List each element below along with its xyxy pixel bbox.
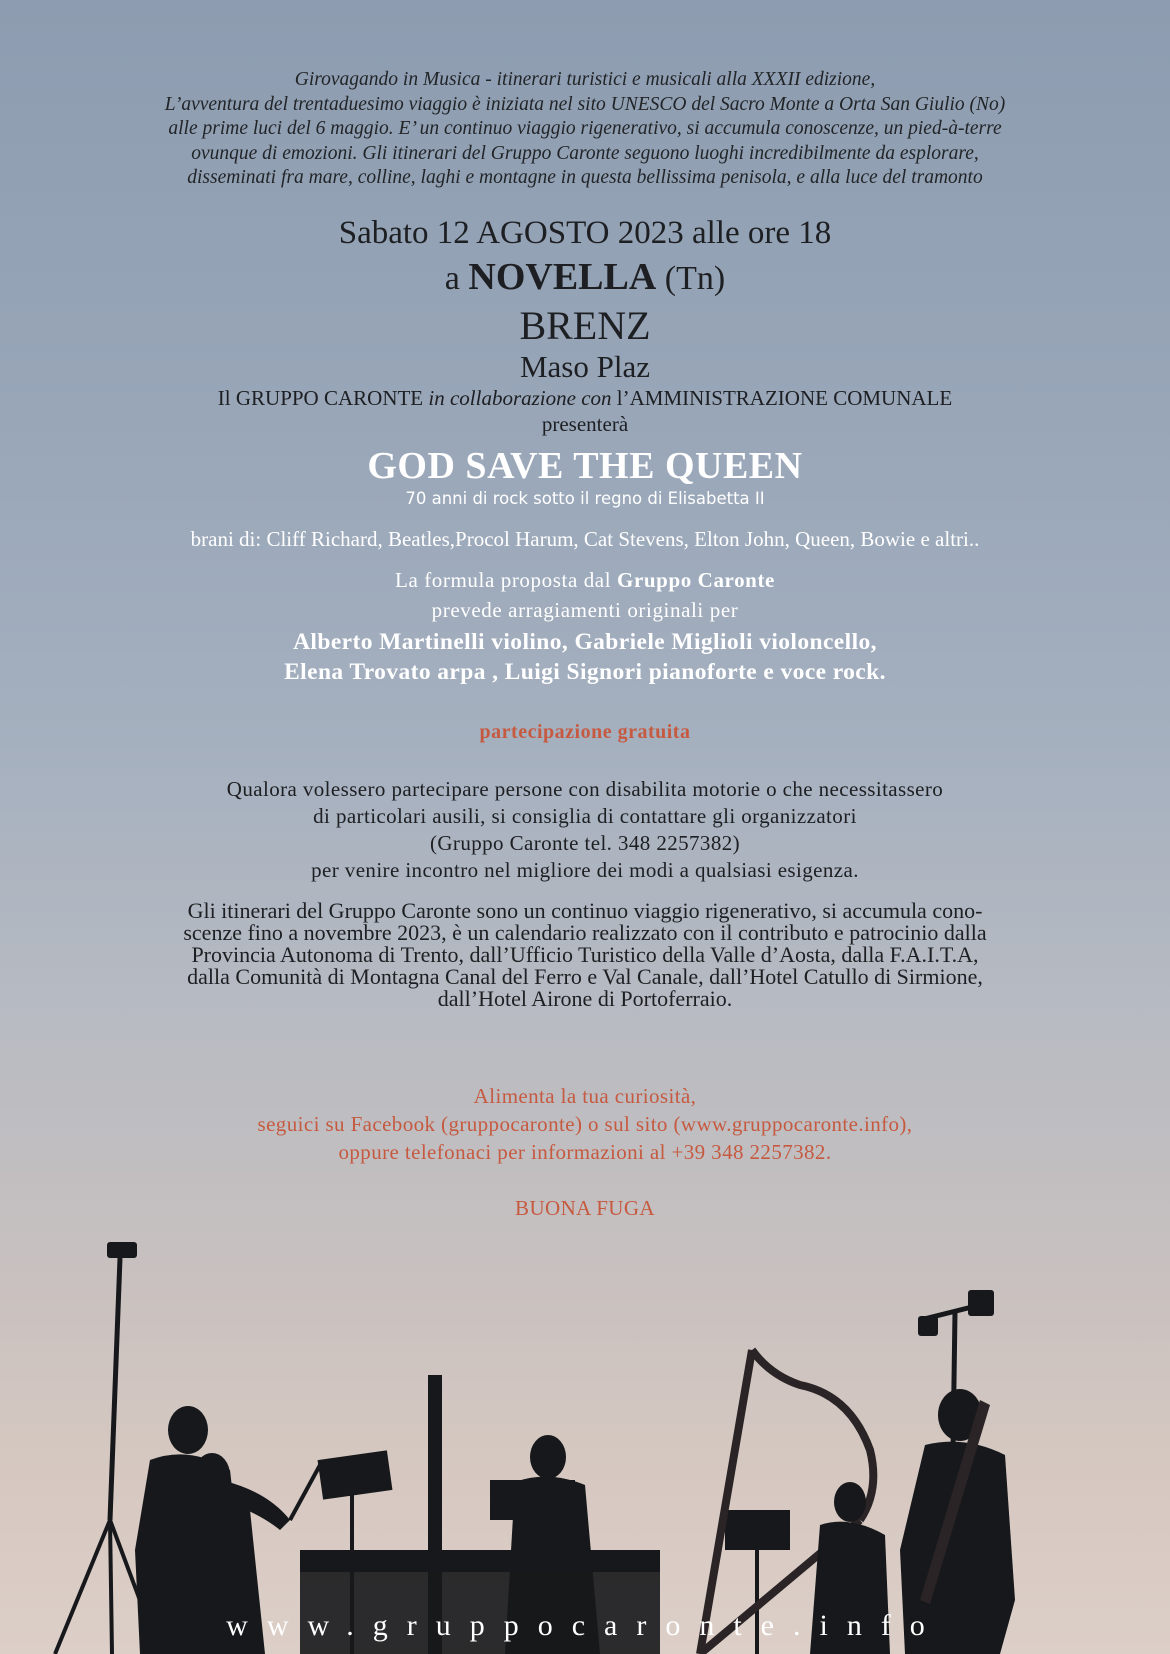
accessibility-line: Qualora volessero partecipare persone con disabilita motorie o che necessitassero: [226, 777, 944, 801]
collaboration-line: [0, 386, 1170, 411]
intro-line: Girovagando in Musica - itinerari turistici e musicali alla XXXII edizione,: [294, 69, 876, 90]
musicians-line: Elena Trovato arpa , Luigi Signori pianoforte e voce rock.: [284, 659, 886, 685]
accessibility-line: per venire incontro nel migliore dei modi a qualsiasi esigenza.: [311, 858, 859, 882]
town-prefix: a: [444, 260, 460, 297]
intro-paragraph: [0, 68, 1170, 191]
itinerary-line: scenze fino a novembre 2023, è un calendario realizzato con il contributo e patrocinio dalla: [183, 920, 987, 945]
venue-locality: BRENZ: [519, 303, 651, 348]
formula-prefix: La formula proposta dal: [395, 568, 612, 592]
formula-group: Gruppo Caronte: [617, 568, 775, 592]
footer-website: www.gruppocaronte.info: [226, 1609, 944, 1642]
intro-line: ovunque di emozioni. Gli itinerari del Gruppo Caronte seguono luoghi incredibilmente da esplorare,: [191, 142, 979, 164]
follow-line: Alimenta la tua curiosità,: [473, 1084, 697, 1108]
town-province: (Tn): [664, 260, 726, 297]
event-date: Sabato 12 AGOSTO 2023 alle ore 18: [338, 215, 832, 251]
accessibility-paragraph: [0, 776, 1170, 884]
intro-line: disseminati fra mare, colline, laghi e montagne in questa bellissima penisola, e alla luce del tramonto: [187, 167, 983, 188]
musicians-list: [0, 627, 1170, 687]
collab-connector: in collaborazione con: [428, 386, 612, 410]
presents-label: presenterà: [541, 412, 629, 436]
follow-line: seguici su Facebook (gruppocaronte) o sul sito (www.gruppocaronte.info),: [257, 1112, 913, 1136]
venue-name: Maso Plaz: [519, 349, 650, 384]
organizer: Il GRUPPO CARONTE: [217, 386, 424, 410]
intro-line: L’avventura del trentaduesimo viaggio è iniziata nel sito UNESCO del Sacro Monte a Orta San Giulio (No): [164, 93, 1006, 115]
itinerary-line: dalla Comunità di Montagna Canal del Ferro e Val Canale, dall’Hotel Catullo di Sirmione,: [187, 964, 983, 989]
band-silhouette-photo: [0, 1220, 1170, 1654]
intro-line: alle prime luci del 6 maggio. E’ un continuo viaggio rigenerativo, si accumula conoscenze, un pied-à-terre: [168, 118, 1002, 139]
show-subtitle: 70 anni di rock sotto il regno di Elisabetta II: [405, 489, 765, 508]
itinerary-line: Gli itinerari del Gruppo Caronte sono un continuo viaggio rigenerativo, si accumula cono-: [187, 898, 983, 923]
accessibility-line: (Gruppo Caronte tel. 348 2257382): [429, 831, 741, 855]
event-town: [0, 256, 1170, 300]
show-title: GOD SAVE THE QUEEN: [367, 445, 803, 487]
town-name: NOVELLA: [468, 256, 657, 298]
itinerary-line: dall’Hotel Airone di Portoferraio.: [437, 986, 733, 1011]
artists-list: brani di: Cliff Richard, Beatles,Procol Harum, Cat Stevens, Elton John, Queen, Bowie e altri..: [190, 527, 980, 551]
follow-line: oppure telefonaci per informazioni al +39 348 2257382.: [338, 1140, 832, 1164]
follow-paragraph: [0, 1082, 1170, 1166]
formula-line: [0, 567, 1170, 593]
free-entry-note: partecipazione gratuita: [479, 721, 691, 743]
formula-line-2: prevede arragiamenti originali per: [431, 598, 739, 622]
closing-greeting: BUONA FUGA: [515, 1196, 655, 1220]
itinerary-line: Provincia Autonoma di Trento, dall’Ufficio Turistico della Valle d’Aosta, dalla F.A.I.T.A,: [191, 942, 979, 967]
accessibility-line: di particolari ausili, si consiglia di contattare gli organizzatori: [313, 804, 857, 828]
musicians-line: Alberto Martinelli violino, Gabriele Miglioli violoncello,: [293, 629, 877, 655]
partner: l’AMMINISTRAZIONE COMUNALE: [616, 386, 953, 410]
itinerary-paragraph: [0, 900, 1170, 1010]
